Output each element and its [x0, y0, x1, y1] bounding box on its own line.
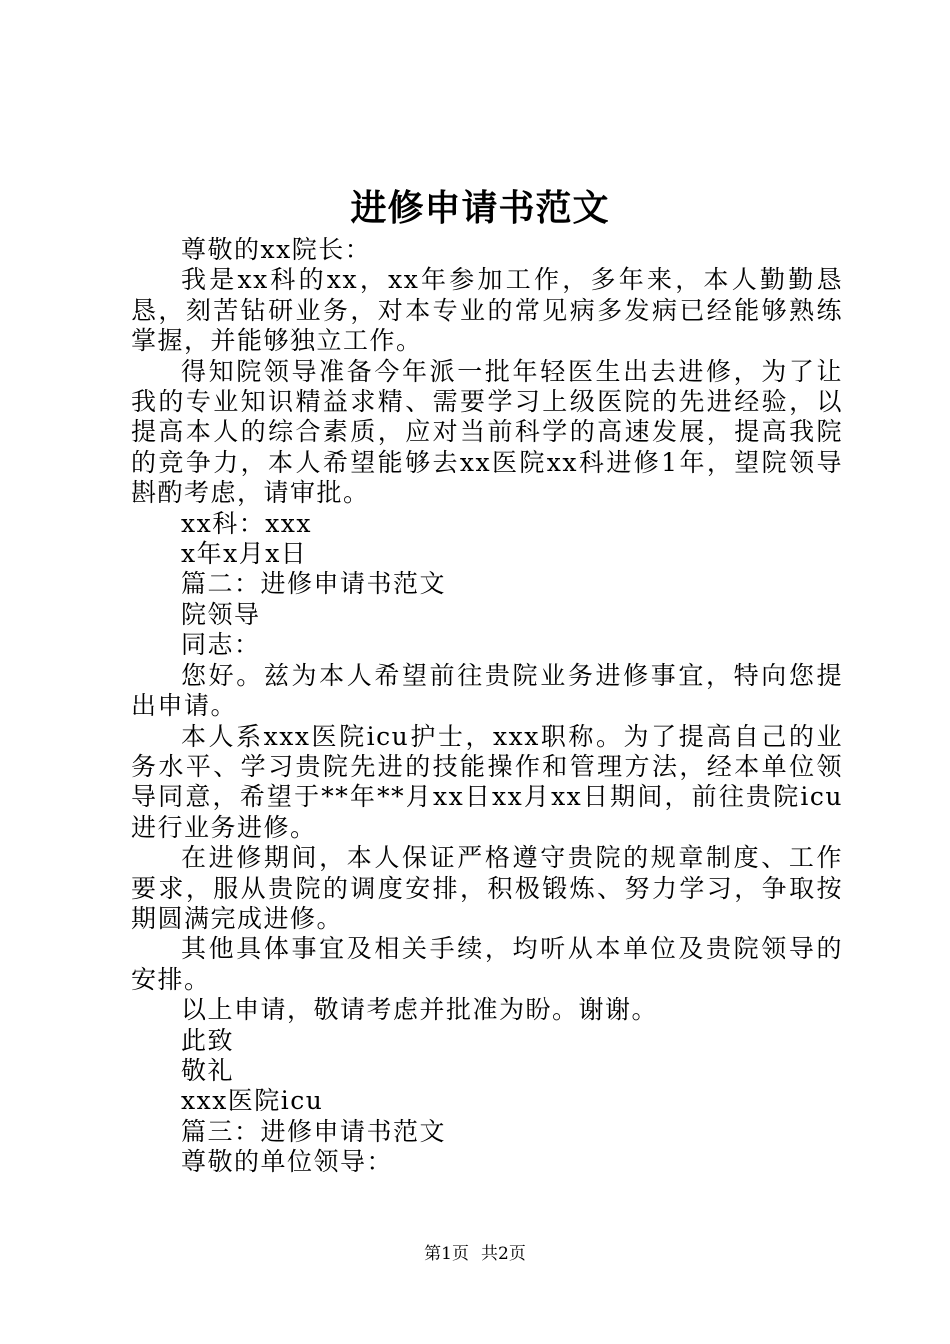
paragraph: 在进修期间，本人保证严格遵守贵院的规章制度、工作要求，服从贵院的调度安排，积极锻炼、努力学习，争取按期圆满完成进修。 [131, 843, 843, 933]
document-title: 进修申请书范文 [350, 187, 610, 229]
page-number: 第1页 [424, 1244, 469, 1264]
paragraph-salutation: 尊敬的xx院长： [181, 235, 372, 264]
paragraph-salutation: 同志： [181, 630, 261, 660]
paragraph: 得知院领导准备今年派一批年轻医生出去进修，为了让我的专业知识精益求精、需要学习上级医院的先进经验，以提高本人的综合素质，应对当前科学的高速发展，提高我院的竞争力，本人希望能够去xx医院xx科进修1年，望院领导斟酌考虑，请审批。 [131, 356, 843, 508]
section-heading: 篇二：进修申请书范文 [181, 569, 447, 599]
paragraph: 以上申请，敬请考虑并批准为盼。谢谢。 [181, 995, 659, 1025]
paragraph-closing: 此致 [181, 1025, 235, 1055]
paragraph-salutation: 尊敬的单位领导： [181, 1147, 394, 1177]
paragraph-closing: 敬礼 [181, 1055, 235, 1085]
paragraph: 院领导 [181, 599, 261, 629]
paragraph: 您好。兹为本人希望前往贵院业务进修事宜，特向您提出申请。 [131, 660, 843, 721]
paragraph-signature: xxx医院icu [181, 1086, 324, 1116]
page-footer [0, 1243, 950, 1265]
page-total: 共2页 [481, 1244, 526, 1264]
section-heading: 篇三：进修申请书范文 [181, 1116, 447, 1146]
paragraph: 其他具体事宜及相关手续，均听从本单位及贵院领导的安排。 [131, 934, 843, 994]
paragraph-signature: xx科：xxx [181, 508, 312, 538]
paragraph: 本人系xxx医院icu护士，xxx职称。为了提高自己的业务水平、学习贵院先进的技能操作和管理方法，经本单位领导同意，希望于**年**月xx日xx月xx日期间，前往贵院icu进行业务进修。 [131, 721, 843, 842]
paragraph: 我是xx科的xx，xx年参加工作，多年来，本人勤勤恳恳，刻苦钻研业务，对本专业的常见病多发病已经能够熟练掌握，并能够独立工作。 [131, 265, 843, 356]
paragraph-date: x年x月x日 [181, 539, 308, 569]
document-body [131, 235, 843, 1178]
